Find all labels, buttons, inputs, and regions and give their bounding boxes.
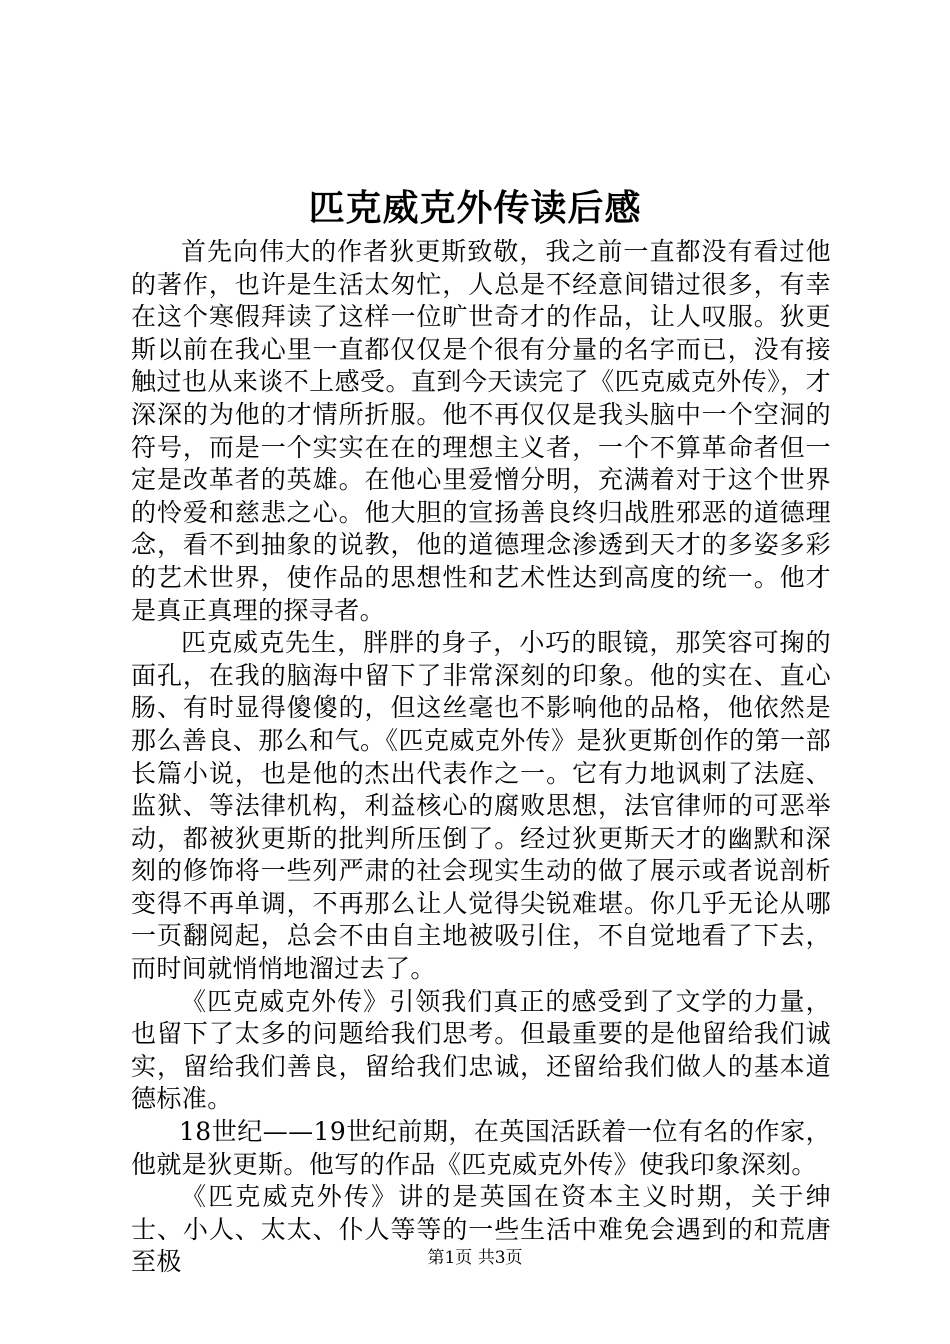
document-body [131,236,831,1279]
paragraph-4: 18世纪——19世纪前期，在英国活跃着一位有名的作家，他就是狄更斯。他写的作品《匹克威克外传》使我印象深刻。 [131,1117,831,1179]
page-number-footer: 第1页 共3页 [427,1248,523,1268]
paragraph-1: 首先向伟大的作者狄更斯致敬，我之前一直都没有看过他的著作，也许是生活太匆忙，人总是不经意间错过很多，有幸在这个寒假拜读了这样一位旷世奇才的作品，让人叹服。狄更斯以前在我心里一直都仅仅是个很有分量的名字而已，没有接触过也从来谈不上感受。直到今天读完了《匹克威克外传》，才深深的为他的才情所折服。他不再仅仅是我头脑中一个空洞的符号，而是一个实实在在的理想主义者，一个不算革命者但一定是改革者的英雄。在他心里爱憎分明，充满着对于这个世界的怜爱和慈悲之心。他大胆的宣扬善良终归战胜邪恶的道德理念，看不到抽象的说教，他的道德理念渗透到天才的多姿多彩的艺术世界，使作品的思想性和艺术性达到高度的统一。他才是真正真理的探寻者。 [131,237,831,625]
document-title: 匹克威克外传读后感 [308,187,642,229]
paragraph-3: 《匹克威克外传》引领我们真正的感受到了文学的力量，也留下了太多的问题给我们思考。但最重要的是他留给我们诚实，留给我们善良，留给我们忠诚，还留给我们做人的基本道德标准。 [131,986,831,1114]
paragraph-5: 《匹克威克外传》讲的是英国在资本主义时期，关于绅士、小人、太太、仆人等等的一些生活中难免会遇到的和荒唐至极 [131,1182,831,1277]
paragraph-2: 匹克威克先生，胖胖的身子，小巧的眼镜，那笑容可掬的面孔，在我的脑海中留下了非常深刻的印象。他的实在、直心肠、有时显得傻傻的，但这丝毫也不影响他的品格，他依然是那么善良、那么和气。《匹克威克外传》是狄更斯创作的第一部长篇小说，也是他的杰出代表作之一。它有力地讽刺了法庭、监狱、等法律机构，利益核心的腐败思想，法官律师的可恶举动，都被狄更斯的批判所压倒了。经过狄更斯天才的幽默和深刻的修饰将一些列严肃的社会现实生动的做了展示或者说剖析变得不再单调，不再那么让人觉得尖锐难堪。你几乎无论从哪一页翻阅起，总会不由自主地被吸引住，不自觉地看了下去，而时间就悄悄地溜过去了。 [131,628,831,984]
